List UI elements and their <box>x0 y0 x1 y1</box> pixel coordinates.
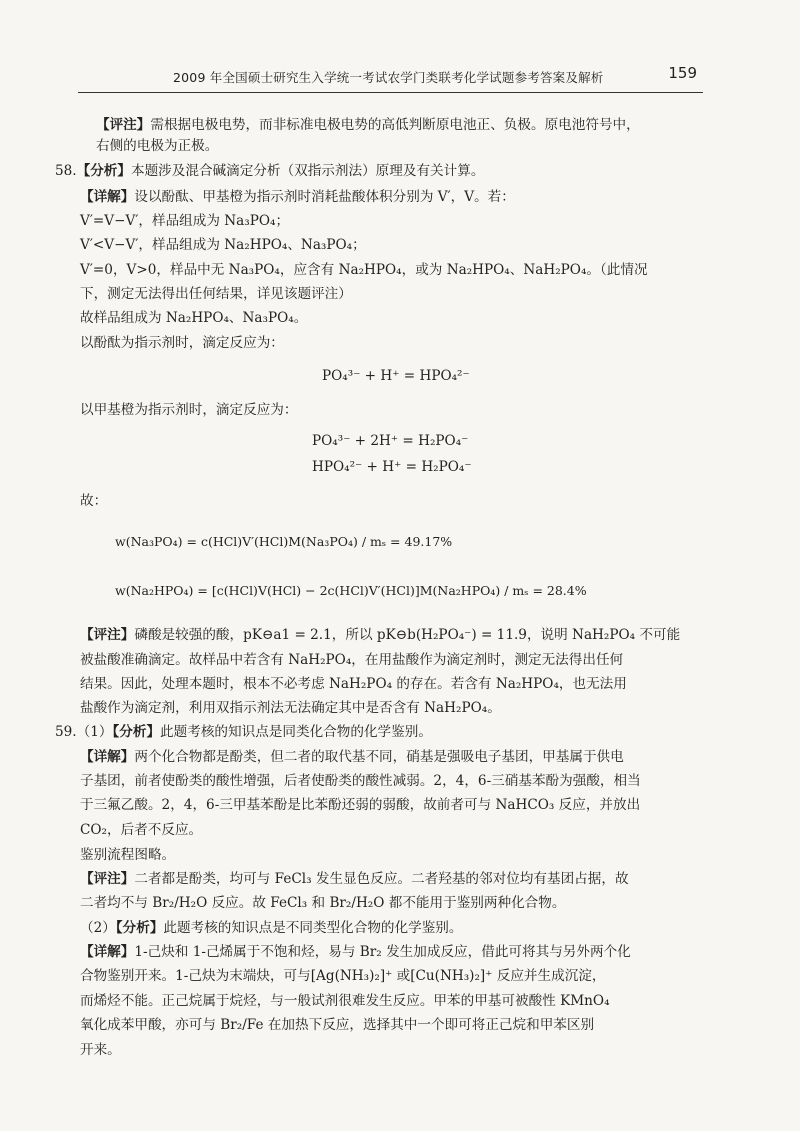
text-line: （2）【分析】此题考核的知识点是不同类型化合物的化学鉴别。 <box>80 920 463 936</box>
page-number: 159 <box>668 64 697 82</box>
text-line: 二者均不与 Br₂/H₂O 反应。故 FeCl₃ 和 Br₂/H₂O 都不能用于鉴别两种化合物。 <box>80 895 566 911</box>
text-line: 【评注】磷酸是较强的酸，pK⊖a1 = 2.1，所以 pK⊖b(H₂PO₄⁻) = 11.9，说明 NaH₂PO₄ 不可能 <box>80 627 681 643</box>
section-tag: 【详解】 <box>80 944 135 960</box>
text-line: 被盐酸准确滴定。故样品中若含有 NaH₂PO₄，在用盐酸作为滴定剂时，测定无法得出任何 <box>80 652 624 668</box>
section-tag: 【评注】 <box>80 627 135 643</box>
text-line: 而烯烃不能。正己烷属于烷烃，与一般试剂很难发生反应。甲苯的甲基可被酸性 KMnO₄ <box>80 993 610 1009</box>
text-line: 合物鉴别开来。1-己炔为末端炔，可与[Ag(NH₃)₂]⁺ 或[Cu(NH₃)₂]⁺ 反应并生成沉淀， <box>80 968 606 984</box>
text-line: V′=0，V>0，样品中无 Na₃PO₄，应含有 Na₂HPO₄，或为 Na₂HPO₄、NaH₂PO₄。（此情况 <box>80 262 648 278</box>
text-line: 开来。 <box>80 1042 121 1058</box>
fraction-equation: w(Na₃PO₄) = c(HCl)V′(HCl)M(Na₃PO₄) / mₛ = 49.17% <box>115 534 453 549</box>
text-line: CO₂，后者不反应。 <box>80 822 203 838</box>
text-line: V′=V−V′，样品组成为 Na₃PO₄； <box>80 213 290 229</box>
text-line: 于三氟乙酸。2，4，6-三甲基苯酚是比苯酚还弱的弱酸，故前者可与 NaHCO₃ 反应，并放出 <box>80 797 641 813</box>
section-tag: 【详解】 <box>80 189 135 205</box>
text-line: 右侧的电极为正极。 <box>96 138 219 154</box>
fraction-equation: w(Na₂HPO₄) = [c(HCl)V(HCl) − 2c(HCl)V′(HCl)]M(Na₂HPO₄) / mₛ = 28.4% <box>115 583 587 598</box>
text-line: 以甲基橙为指示剂时，滴定反应为： <box>80 402 298 418</box>
section-tag: 【分析】 <box>112 724 161 740</box>
equation: PO₄³⁻ + 2H⁺ = H₂PO₄⁻ <box>312 433 469 449</box>
page-header <box>78 64 703 93</box>
equation: HPO₄²⁻ + H⁺ = H₂PO₄⁻ <box>312 459 472 475</box>
text-line: 58.【分析】本题涉及混合碱滴定分析（双指示剂法）原理及有关计算。 <box>55 163 485 179</box>
section-tag: 【详解】 <box>80 749 135 765</box>
section-tag: 【分析】 <box>115 920 164 936</box>
text-line: V′<V−V′，样品组成为 Na₂HPO₄、Na₃PO₄； <box>80 237 366 253</box>
header-title: 2009 年全国硕士研究生入学统一考试农学门类联考化学试题参考答案及解析 <box>173 70 604 85</box>
equation: PO₄³⁻ + H⁺ = HPO₄²⁻ <box>322 368 470 384</box>
text-line: 盐酸作为滴定剂，利用双指示剂法无法确定其中是否含有 NaH₂PO₄。 <box>80 700 501 716</box>
text-line: 【详解】1-己炔和 1-己烯属于不饱和烃，易与 Br₂ 发生加成反应，借此可将其与另外两个化 <box>80 944 631 960</box>
text-line: 鉴别流程图略。 <box>80 847 176 863</box>
text-line: 59.（1）【分析】此题考核的知识点是同类化合物的化学鉴别。 <box>55 724 432 740</box>
text-line: 【评注】二者都是酚类，均可与 FeCl₃ 发生显色反应。二者羟基的邻对位均有基团占据，故 <box>80 871 629 887</box>
text-line: 结果。因此，处理本题时，根本不必考虑 NaH₂PO₄ 的存在。若含有 Na₂HPO₄，也无法用 <box>80 676 627 692</box>
text-line: 【评注】需根据电极电势，而非标准电极电势的高低判断原电池正、负极。原电池符号中， <box>96 117 640 133</box>
section-tag: 【分析】 <box>76 163 131 179</box>
text-line: 故样品组成为 Na₂HPO₄、Na₃PO₄。 <box>80 310 308 326</box>
section-tag: 【评注】 <box>80 871 135 887</box>
text-line: 氧化成苯甲酸，亦可与 Br₂/Fe 在加热下反应，选择其中一个即可将正己烷和甲苯区别 <box>80 1017 595 1033</box>
text-line: 子基团，前者使酚类的酸性增强，后者使酚类的酸性减弱。2，4，6-三硝基苯酚为强酸，相当 <box>80 773 641 789</box>
text-line: 【详解】两个化合物都是酚类，但二者的取代基不同，硝基是强吸电子基团，甲基属于供电 <box>80 749 624 765</box>
text-line: 【详解】设以酚酞、甲基橙为指示剂时消耗盐酸体积分别为 V′，V。若： <box>80 189 515 205</box>
text-line: 故： <box>80 493 108 509</box>
text-line: 以酚酞为指示剂时，滴定反应为： <box>80 335 284 351</box>
section-tag: 【评注】 <box>96 117 151 133</box>
text-line: 下，测定无法得出任何结果，详见该题评注） <box>80 286 352 302</box>
